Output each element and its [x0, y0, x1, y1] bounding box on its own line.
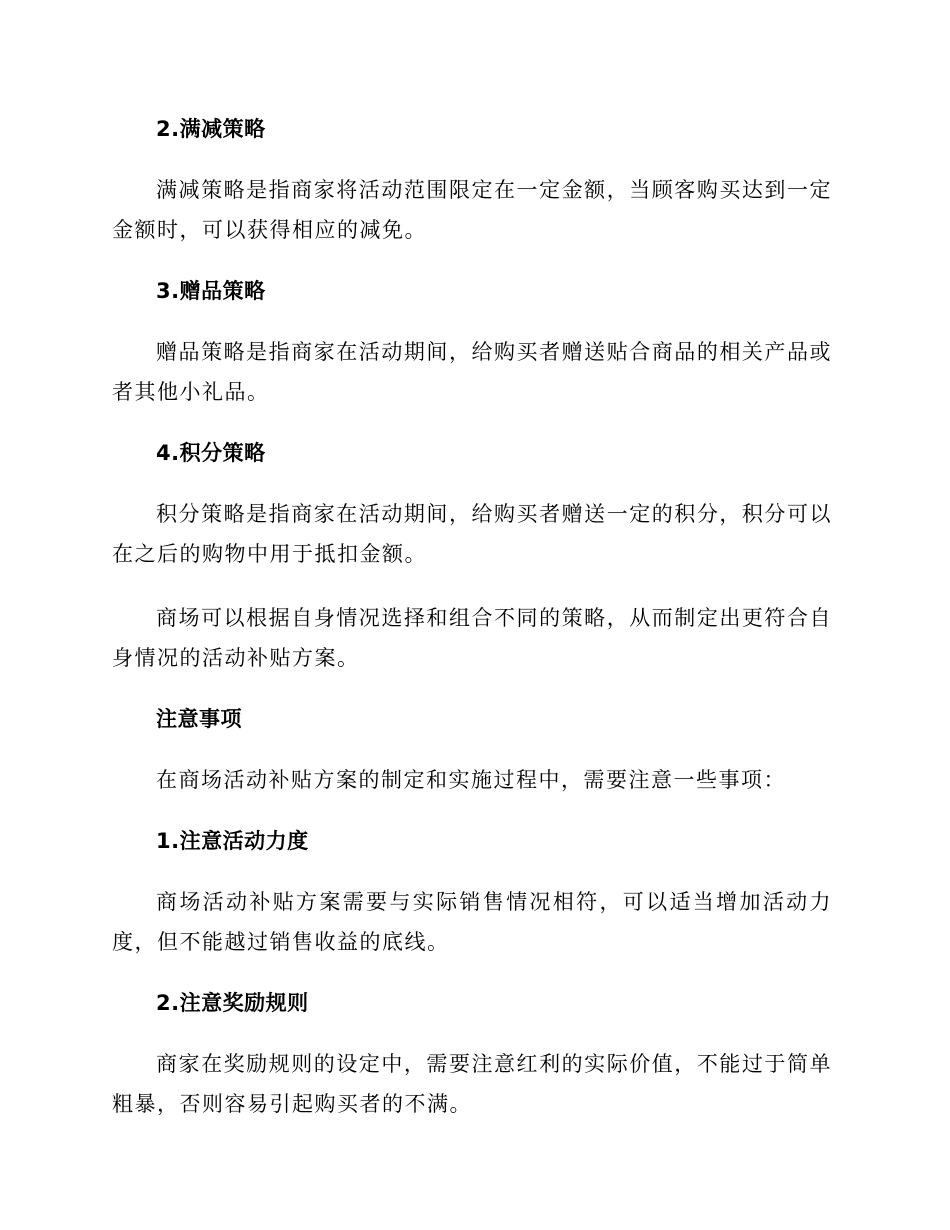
paragraph-points: 积分策略是指商家在活动期间，给购买者赠送一定的积分，积分可以在之后的购物中用于抵扣金额。 — [112, 502, 832, 566]
document-page — [112, 112, 832, 1148]
section-heading-reward-rules: 2.注意奖励规则 — [156, 991, 309, 1015]
paragraph-activity-intensity: 商场活动补贴方案需要与实际销售情况相符，可以适当增加活动力度，但不能越过销售收益的底线。 — [112, 890, 832, 954]
section-heading-activity-intensity: 1.注意活动力度 — [156, 829, 309, 853]
paragraph-full-reduction: 满减策略是指商家将活动范围限定在一定金额，当顾客购买达到一定金额时，可以获得相应的减免。 — [112, 178, 832, 242]
paragraph-reward-rules: 商家在奖励规则的设定中，需要注意红利的实际价值，不能过于简单粗暴，否则容易引起购买者的不满。 — [112, 1052, 832, 1116]
paragraph-gift: 赠品策略是指商家在活动期间，给购买者赠送贴合商品的相关产品或者其他小礼品。 — [112, 340, 832, 404]
section-heading-full-reduction: 2.满减策略 — [156, 117, 266, 141]
paragraph-notes-intro: 在商场活动补贴方案的制定和实施过程中，需要注意一些事项： — [156, 768, 786, 792]
paragraph-strategy-summary: 商场可以根据自身情况选择和组合不同的策略，从而制定出更符合自身情况的活动补贴方案。 — [112, 606, 832, 670]
section-heading-points: 4.积分策略 — [156, 441, 266, 465]
section-heading-gift: 3.赠品策略 — [156, 279, 266, 303]
section-heading-notes: 注意事项 — [156, 707, 242, 731]
